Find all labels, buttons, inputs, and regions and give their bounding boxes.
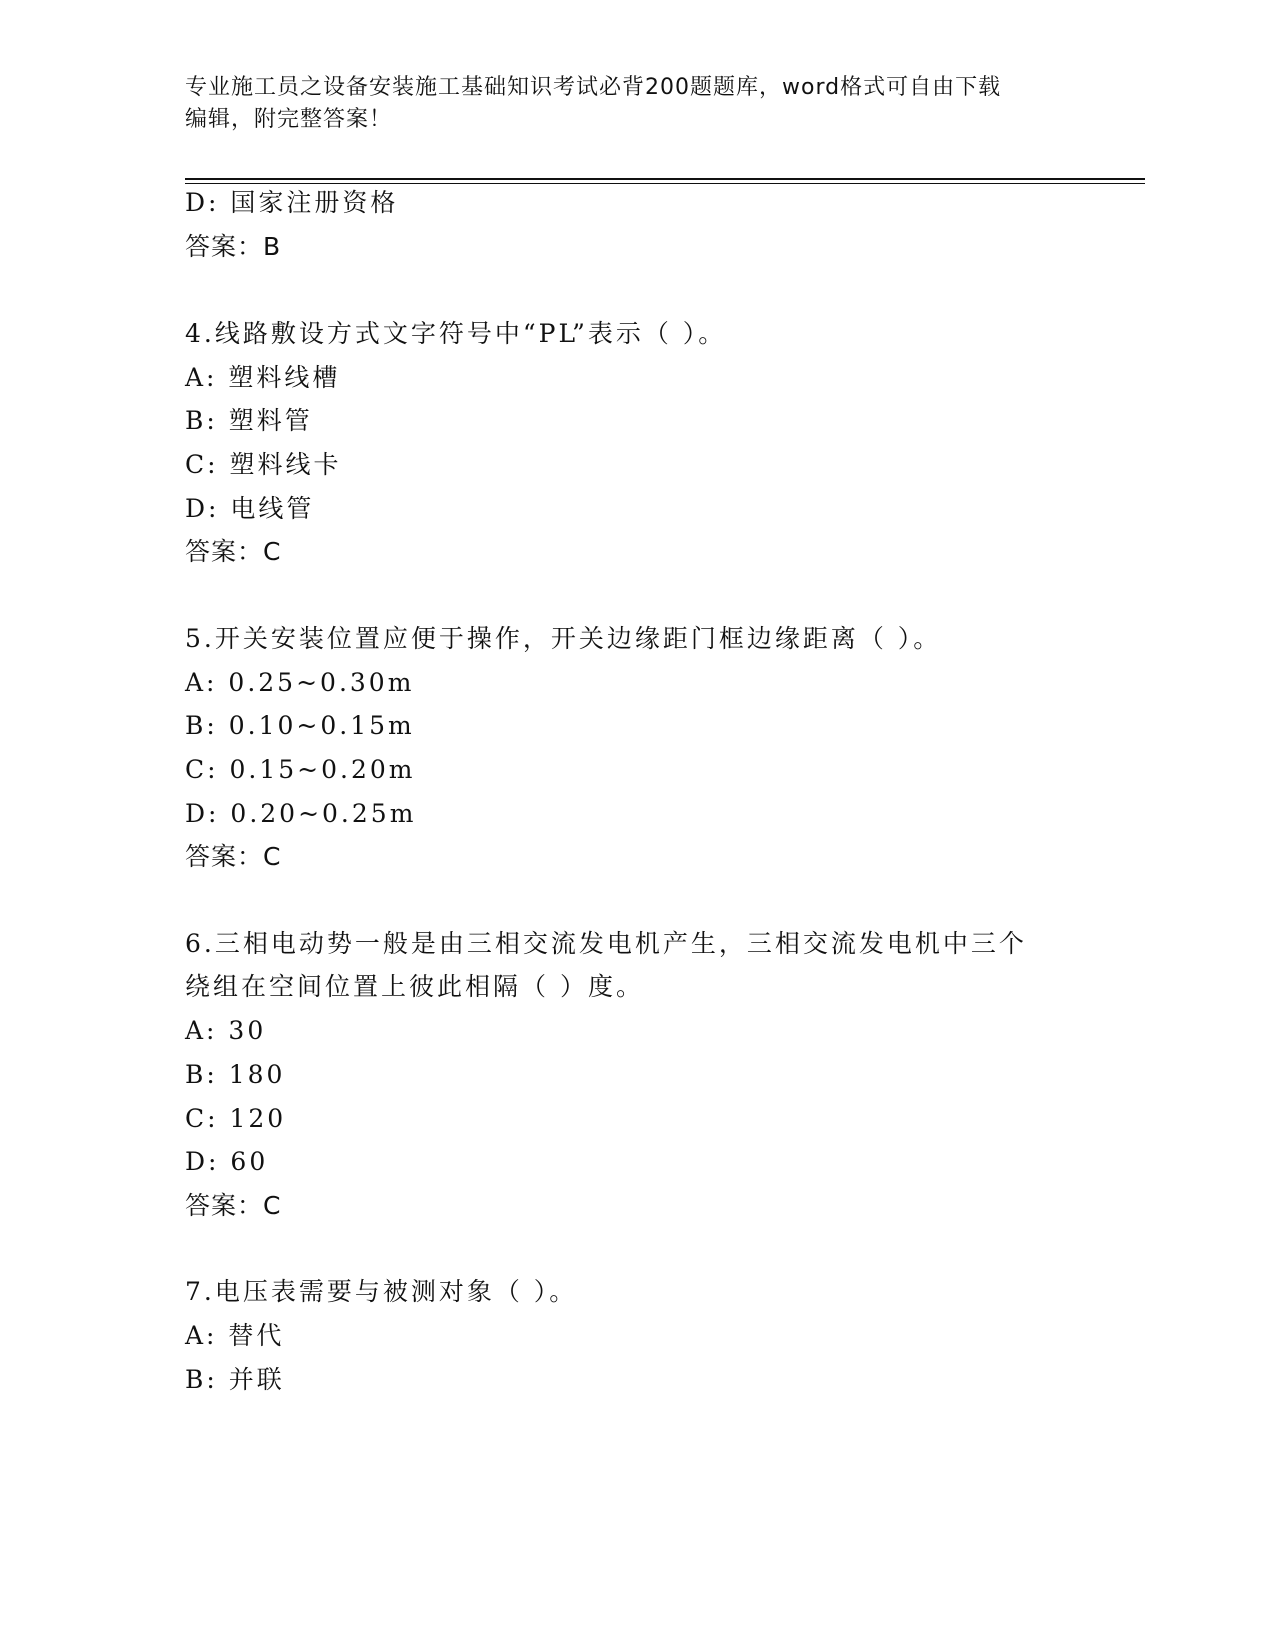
header-divider-thin: [185, 183, 1145, 184]
q3-option-d: D: 国家注册资格: [185, 188, 399, 217]
q6-option-c: C: 120: [185, 1104, 287, 1133]
q7-question: 7.电压表需要与被测对象（ ）。: [185, 1277, 578, 1306]
q6-option-a: A: 30: [185, 1016, 267, 1045]
q5-answer: 答案：C: [185, 842, 282, 871]
q6-option-d: D: 60: [185, 1147, 269, 1176]
q4-answer: 答案：C: [185, 537, 282, 566]
q6-answer: 答案：C: [185, 1191, 282, 1220]
q4-option-c: C: 塑料线卡: [185, 450, 342, 479]
q5-option-c: C: 0.15~0.20m: [185, 755, 416, 784]
q5-question: 5.开关安装位置应便于操作，开关边缘距门框边缘距离（ ）。: [185, 624, 942, 653]
q6-question-line-2: 绕组在空间位置上彼此相隔（ ）度。: [185, 972, 644, 1001]
q4-question: 4.线路敷设方式文字符号中“PL”表示（ ）。: [185, 319, 727, 348]
header-line-1: 专业施工员之设备安装施工基础知识考试必背200题题库，word格式可自由下载: [185, 75, 1002, 100]
q5-option-d: D: 0.20~0.25m: [185, 799, 417, 828]
q6-option-b: B: 180: [185, 1060, 286, 1089]
header-line-2: 编辑，附完整答案！: [185, 107, 393, 132]
q6-question-line-1: 6.三相电动势一般是由三相交流发电机产生，三相交流发电机中三个: [185, 929, 1027, 958]
header-divider-thick: [185, 178, 1145, 180]
q5-option-a: A: 0.25~0.30m: [185, 668, 415, 697]
q7-option-a: A: 替代: [185, 1321, 285, 1350]
q7-option-b: B: 并联: [185, 1365, 285, 1394]
q4-option-a: A: 塑料线槽: [185, 363, 341, 392]
q5-option-b: B: 0.10~0.15m: [185, 711, 415, 740]
q4-option-d: D: 电线管: [185, 494, 315, 523]
q4-option-b: B: 塑料管: [185, 406, 313, 435]
document-header: [185, 72, 1065, 136]
q3-answer: 答案：B: [185, 232, 282, 261]
